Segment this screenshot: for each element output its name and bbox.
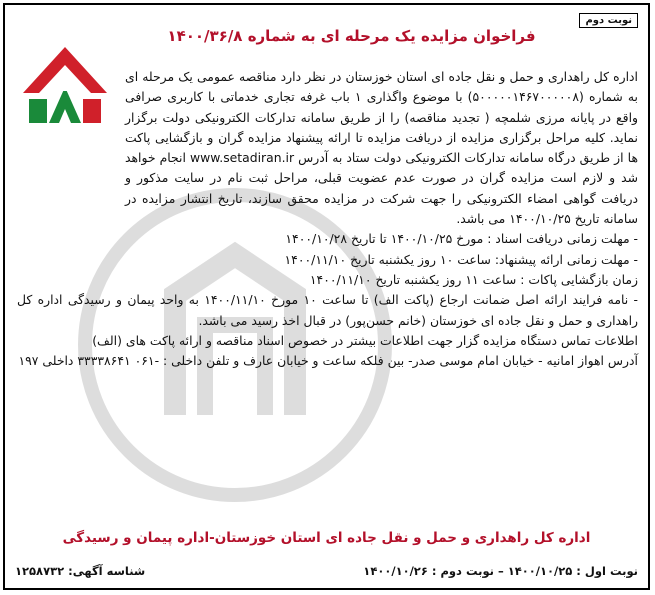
footer-meta bbox=[15, 564, 638, 578]
page-title: فراخوان مزایده یک مرحله ای به شماره ۱۴۰۰/۳۶/۸ bbox=[167, 27, 536, 45]
publication-dates: نوبت اول : ۱۴۰۰/۱۰/۲۵ – نوبت دوم : ۱۴۰۰/۱۰/۲۶ bbox=[363, 564, 638, 578]
list-item: - مهلت زمانی دریافت اسناد : مورخ ۱۴۰۰/۱۰/۲۵ تا تاریخ ۱۴۰۰/۱۰/۲۸ bbox=[285, 231, 638, 247]
list-item: اطلاعات تماس دستگاه مزایده گزار جهت اطلاعات بیشتر در خصوص اسناد مناقصه و ارائه پاکت های (الف) bbox=[92, 332, 638, 348]
ad-id: شناسه آگهی: ۱۲۵۸۷۳۲ bbox=[15, 564, 146, 578]
list-item: - مهلت زمانی ارائه پیشنهاد: ساعت ۱۰ روز یکشنبه تاریخ ۱۴۰۰/۱۱/۱۰ bbox=[284, 251, 638, 267]
list-item: آدرس اهواز امانیه - خیابان امام موسی صدر- بین فلکه ساعت و خیابان عارف و تلفن داخلی : -۰۶۱ ۳۳۳۳۸۶۴۱ داخلی ۱۹۷ bbox=[18, 353, 638, 369]
intro-paragraph: اداره کل راهداری و حمل و نقل جاده ای استان خوزستان در نظر دارد مناقصه عمومی یک مرحله ای به شماره (۵۰۰۰۰۰۱۴۶۷۰۰۰۰۰۸) با موضوع واگذاری ۱ باب غرفه تجاری خدماتی با کاربری صرافی واقع در پایانه مرزی شلمچه ( تجدید مناقصه) را از طریق سامانه تدارکات الکترونیکی دولت برگزار نماید. کلیه مراحل برگزاری مزایده از دریافت مزایده تا ارائه پیشنهاد مزایده گران و بازگشایی پاکت ها از طریق درگاه سامانه تدارکات الکترونیکی دولت ستاد به آدرس www.setadiran.ir انجام خواهد شد و لازم است مزایده گران در صورت عدم عضویت قبلی، مراحل ثبت نام در سایت مذکور و دریافت گواهی امضاء الکترونیکی را جهت شرکت در مزایده محقق سازند، تاریخ انتشار مزایده در سامانه تاریخ ۱۴۰۰/۱۰/۲۵ می باشد. bbox=[125, 69, 639, 227]
list-item: - نامه فرایند ارائه اصل ضمانت ارجاع (پاکت الف) تا ساعت ۱۰ مورخ ۱۴۰۰/۱۱/۱۰ به واحد پیمان و رسیدگی اداره کل راهداری و حمل و نقل جاده ای خوزستان (خانم حسن‌پور) در قبال اخذ رسید می باشد. bbox=[17, 292, 638, 328]
footer-organization: اداره کل راهداری و حمل و نقل جاده ای استان خوزستان-اداره پیمان و رسیدگی bbox=[62, 530, 591, 546]
announcement-frame bbox=[3, 3, 650, 590]
list-item: زمان بازگشایی پاکات : ساعت ۱۱ روز یکشنبه تاریخ ۱۴۰۰/۱۱/۱۰ bbox=[309, 271, 638, 287]
announcement-body bbox=[17, 67, 638, 371]
edition-badge: نوبت دوم bbox=[579, 13, 638, 28]
details-list bbox=[17, 229, 638, 371]
